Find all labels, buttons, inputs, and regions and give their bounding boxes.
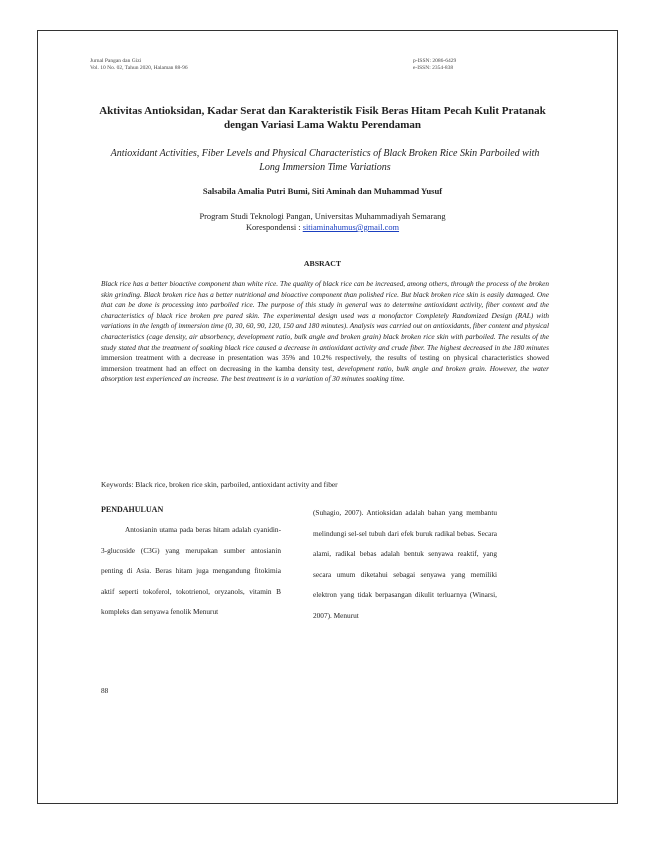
right-column xyxy=(313,503,497,626)
keywords: Keywords: Black rice, broken rice skin, parboiled, antioxidant activity and fiber xyxy=(101,480,338,489)
section-heading: PENDAHULUAN xyxy=(101,505,164,514)
left-column xyxy=(101,503,281,623)
page-number: 88 xyxy=(101,686,109,695)
left-column-paragraph: Antosianin utama pada beras hitam adalah cyanidin-3-glucoside (C3G) yang merupakan sumber antosianin penting di Asia. Beras hitam juga mengandung fitokimia aktif seperti tokoferol, tokotrienol, oryzanols, vitamin B kompleks dan senyawa fenolik Menurut xyxy=(101,525,281,616)
journal-header-left xyxy=(90,58,188,72)
affiliation-block xyxy=(90,211,555,233)
correspondence-email-link[interactable]: sitiaminahumus@gmail.com xyxy=(302,223,400,232)
affiliation: Program Studi Teknologi Pangan, Universitas Muhammadiyah Semarang xyxy=(199,212,446,221)
abstract-heading: ABSRACT xyxy=(303,259,342,268)
paper-title-english: Antioxidant Activities, Fiber Levels and Physical Characteristics of Black Broken Rice Skin Parboiled with Long Immersion Time Variations xyxy=(110,148,540,173)
journal-header-right xyxy=(413,58,456,72)
print-issn: p-ISSN: 2086-6429 xyxy=(413,58,457,64)
author-list: Salsabila Amalia Putri Bumi, Siti Aminah dan Muhammad Yusuf xyxy=(202,186,443,196)
abstract-body xyxy=(101,279,549,385)
correspondence-label: Korespondensi : xyxy=(245,223,303,232)
abstract-text-italic-end: development ratio, bulk angle and broken grain. However, the water absorption test experienced an increase. The best treatment is in a variation of 30 minutes soaking time. xyxy=(101,363,549,384)
journal-name: Jurnal Pangan dan Gizi xyxy=(90,58,142,64)
journal-volume: Vol. 10 No. 02, Tahun 2020, Halaman 88-96 xyxy=(90,65,188,71)
abstract-text-italic: Black rice has a better bioactive component than white rice. The quality of black rice can be increased, among others, through the process of the broken skin grinding. Black broken rice has a better nutritional and bioactive component than polished rice. But black broken rice skin is easily damaged. One that can be done is processing into parboiled rice. The purpose of this study in general was to determine antioxidant activity, fiber content and the characteristics of black rice broken pre pared skin. The experimental design used was a monofactor Completely Randomized Design (RAL) with variations in the length of immersion time (0, 30, 60, 90, 120, 150 and 180 minutes). Analysis was carried out on antioxidants, fiber content and physical characteristics (cage density, air absorbency, development ratio, bulk angle and broken grain) black broken rice skin with parboiled. The results of the study stated that the treatment of soaking black rice caused a decrease in antioxidant activity and crude fiber. The highest decreased in the 180 minutes xyxy=(101,279,549,352)
correspondence xyxy=(90,222,555,233)
right-column-paragraph: (Suhagio, 2007). Antioksidan adalah bahan yang membantu melindungi sel-sel tubuh dari efek buruk radikal bebas. Secara alami, radikal bebas adalah bentuk senyawa reaktif, yang secara umum diketahui sebagai senyawa yang memiliki elektron yang tidak berpasangan dikulit terluarnya (Winarsi, 2007). Menurut xyxy=(313,508,497,620)
online-issn: e-ISSN: 2354-838 xyxy=(413,65,454,71)
abstract-text-plain: immersion treatment with a decrease in presentation was 35% and 10.2% respectively, the results of testing on physical characteristics showed immersion treatment had an effect on decreasing in the kamba density test, xyxy=(101,353,549,373)
paper-title: Aktivitas Antioksidan, Kadar Serat dan Karakteristik Fisik Beras Hitam Pecah Kulit Pratanak dengan Variasi Lama Waktu Perendaman xyxy=(99,105,546,131)
